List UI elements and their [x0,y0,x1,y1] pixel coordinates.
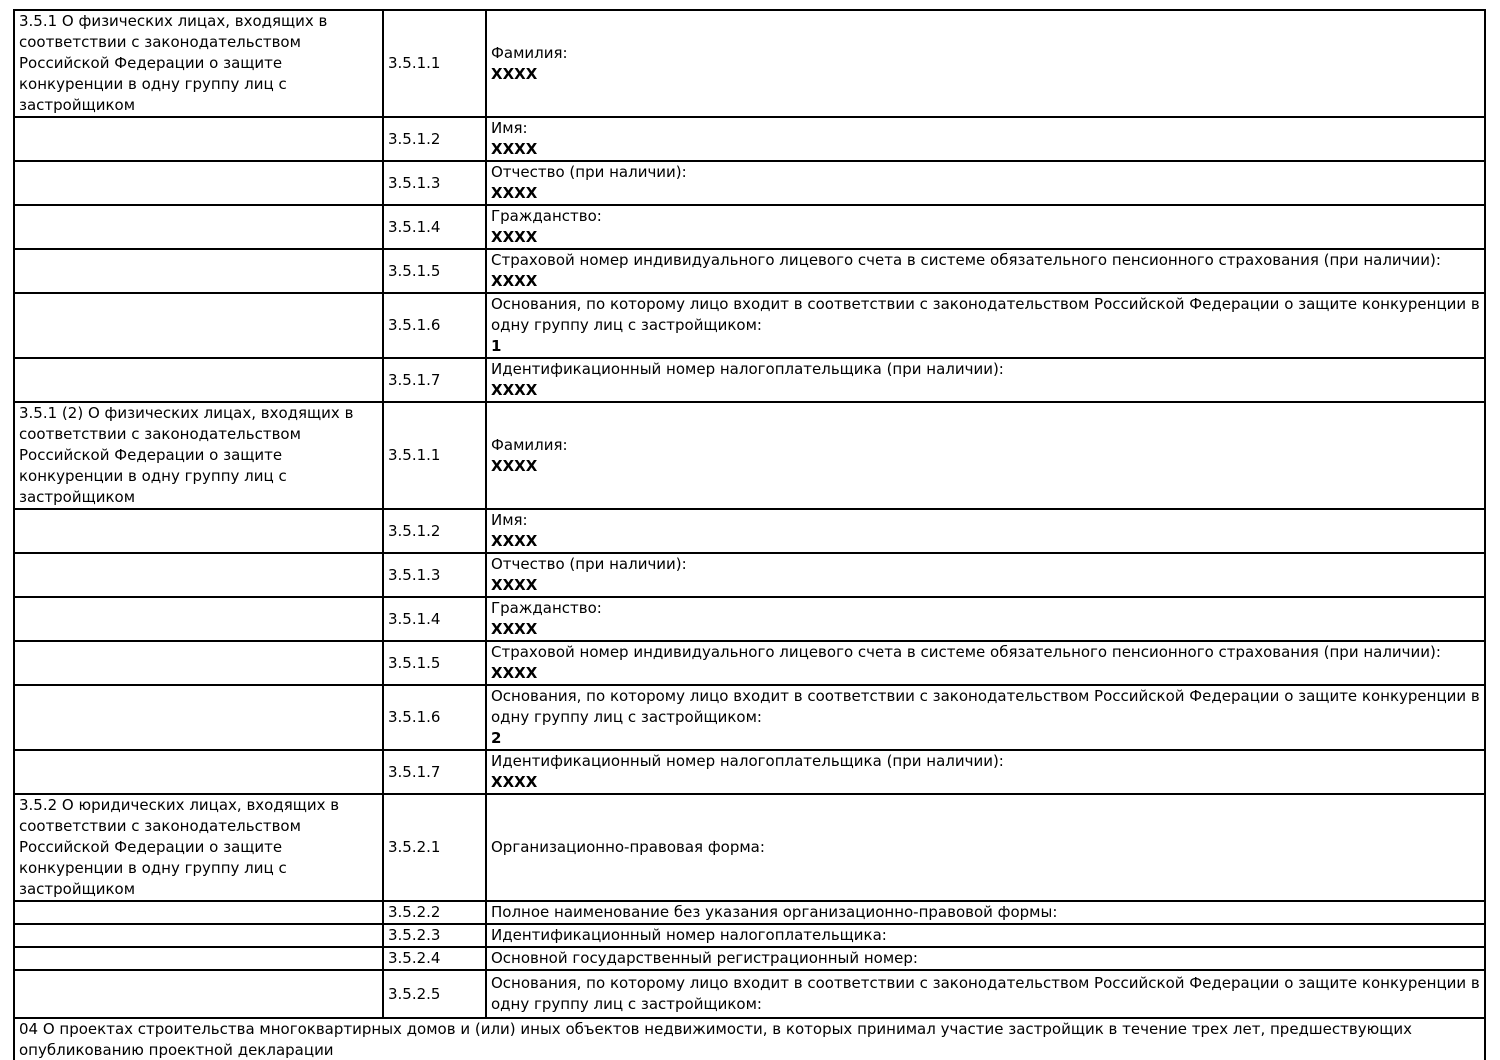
field-label: Идентификационный номер налогоплательщика (при наличии): [491,360,1004,378]
section-title: 3.5.2 О юридических лицах, входящих в соответствии с законодательством Российской Федерации о защите конкуренции в одну группу лиц с застройщиком [14,794,383,901]
table-row [14,924,1485,947]
field-cell [486,293,1485,358]
row-code: 3.5.1.2 [383,117,486,161]
table-row [14,358,1485,402]
field-value: XXXX [491,664,538,682]
field-cell [486,641,1485,685]
row-code: 3.5.1.2 [383,509,486,553]
field-cell [486,947,1485,970]
field-value: 2 [491,729,502,747]
field-label: Основания, по которому лицо входит в соответствии с законодательством Российской Федерации о защите конкуренции в одну группу лиц с застройщиком: [491,974,1480,1013]
table-row [14,293,1485,358]
table-row [14,794,1485,901]
field-label: Идентификационный номер налогоплательщика: [491,926,887,944]
table-row [14,161,1485,205]
row-code: 3.5.2.3 [383,924,486,947]
field-cell [486,161,1485,205]
section-title-continuation [14,358,383,402]
field-label: Гражданство: [491,599,602,617]
row-code: 3.5.2.5 [383,970,486,1018]
section-title-continuation [14,553,383,597]
table-row [14,947,1485,970]
field-label: Фамилия: [491,435,568,454]
field-cell [486,509,1485,553]
field-value: XXXX [491,272,538,290]
field-value: XXXX [491,576,538,594]
row-code: 3.5.1.6 [383,293,486,358]
field-cell [486,901,1485,924]
field-value: XXXX [491,773,538,791]
field-label: Основной государственный регистрационный номер: [491,949,918,967]
field-cell [486,794,1485,901]
field-cell [486,117,1485,161]
field-label: Полное наименование без указания организационно-правовой формы: [491,903,1058,921]
field-value: XXXX [491,381,538,399]
section-title-continuation [14,117,383,161]
field-value: XXXX [491,532,538,550]
table-row [14,901,1485,924]
field-value: XXXX [491,140,538,158]
field-label: Основания, по которому лицо входит в соответствии с законодательством Российской Федерации о защите конкуренции в одну группу лиц с застройщиком: [491,295,1480,334]
table-row [14,1018,1485,1060]
row-code: 3.5.1.4 [383,205,486,249]
field-label: Фамилия: [491,43,568,62]
section-title: 3.5.1 О физических лицах, входящих в соответствии с законодательством Российской Федерации о защите конкуренции в одну группу лиц с застройщиком [14,10,383,117]
field-value: XXXX [491,620,538,638]
field-value: 1 [491,337,502,355]
section-title-continuation [14,970,383,1018]
field-label: Гражданство: [491,207,602,225]
section-title-continuation [14,293,383,358]
table-row [14,249,1485,293]
field-cell [486,924,1485,947]
table-row [14,970,1485,1018]
field-value: XXXX [491,64,538,83]
row-code: 3.5.1.1 [383,402,486,509]
table-row [14,553,1485,597]
field-cell [486,358,1485,402]
row-code: 3.5.1.5 [383,249,486,293]
table-row [14,641,1485,685]
table-row [14,10,1485,117]
field-value: XXXX [491,456,538,475]
row-code: 3.5.1.5 [383,641,486,685]
row-code: 3.5.1.3 [383,161,486,205]
field-value: XXXX [491,184,538,202]
footer-section-title: 04 О проектах строительства многоквартирных домов и (или) иных объектов недвижимости, в которых принимал участие застройщик в течение трех лет, предшествующих опубликованию проектной декларации [14,1018,1485,1060]
row-code: 3.5.2.2 [383,901,486,924]
row-code: 3.5.1.1 [383,10,486,117]
field-cell [486,970,1485,1018]
section-title-continuation [14,205,383,249]
section-title-continuation [14,641,383,685]
field-cell [486,402,1485,509]
table-row [14,750,1485,794]
declaration-table [13,9,1486,1060]
field-cell [486,553,1485,597]
section-title-continuation [14,947,383,970]
field-label: Имя: [491,511,528,529]
field-label: Страховой номер индивидуального лицевого счета в системе обязательного пенсионного страхования (при наличии): [491,251,1441,269]
table-row [14,509,1485,553]
table-row [14,205,1485,249]
field-cell [486,750,1485,794]
row-code: 3.5.1.7 [383,750,486,794]
field-label: Отчество (при наличии): [491,555,687,573]
row-code: 3.5.2.4 [383,947,486,970]
row-code: 3.5.1.7 [383,358,486,402]
section-title-continuation [14,924,383,947]
row-code: 3.5.1.3 [383,553,486,597]
table-row [14,402,1485,509]
field-cell [486,597,1485,641]
row-code: 3.5.1.6 [383,685,486,750]
section-title-continuation [14,161,383,205]
section-title-continuation [14,750,383,794]
field-cell [486,685,1485,750]
section-title-continuation [14,249,383,293]
field-label: Страховой номер индивидуального лицевого счета в системе обязательного пенсионного страхования (при наличии): [491,643,1441,661]
field-label: Основания, по которому лицо входит в соответствии с законодательством Российской Федерации о защите конкуренции в одну группу лиц с застройщиком: [491,687,1480,726]
field-cell [486,205,1485,249]
table-row [14,597,1485,641]
section-title-continuation [14,597,383,641]
section-title-continuation [14,509,383,553]
row-code: 3.5.2.1 [383,794,486,901]
field-label: Организационно-правовая форма: [491,838,765,856]
field-cell [486,10,1485,117]
row-code: 3.5.1.4 [383,597,486,641]
section-title-continuation [14,901,383,924]
field-cell [486,249,1485,293]
field-value: XXXX [491,228,538,246]
field-label: Имя: [491,119,528,137]
table-row [14,117,1485,161]
section-title-continuation [14,685,383,750]
field-label: Отчество (при наличии): [491,163,687,181]
section-title: 3.5.1 (2) О физических лицах, входящих в соответствии с законодательством Российской Федерации о защите конкуренции в одну группу лиц с застройщиком [14,402,383,509]
field-label: Идентификационный номер налогоплательщика (при наличии): [491,752,1004,770]
table-row [14,685,1485,750]
